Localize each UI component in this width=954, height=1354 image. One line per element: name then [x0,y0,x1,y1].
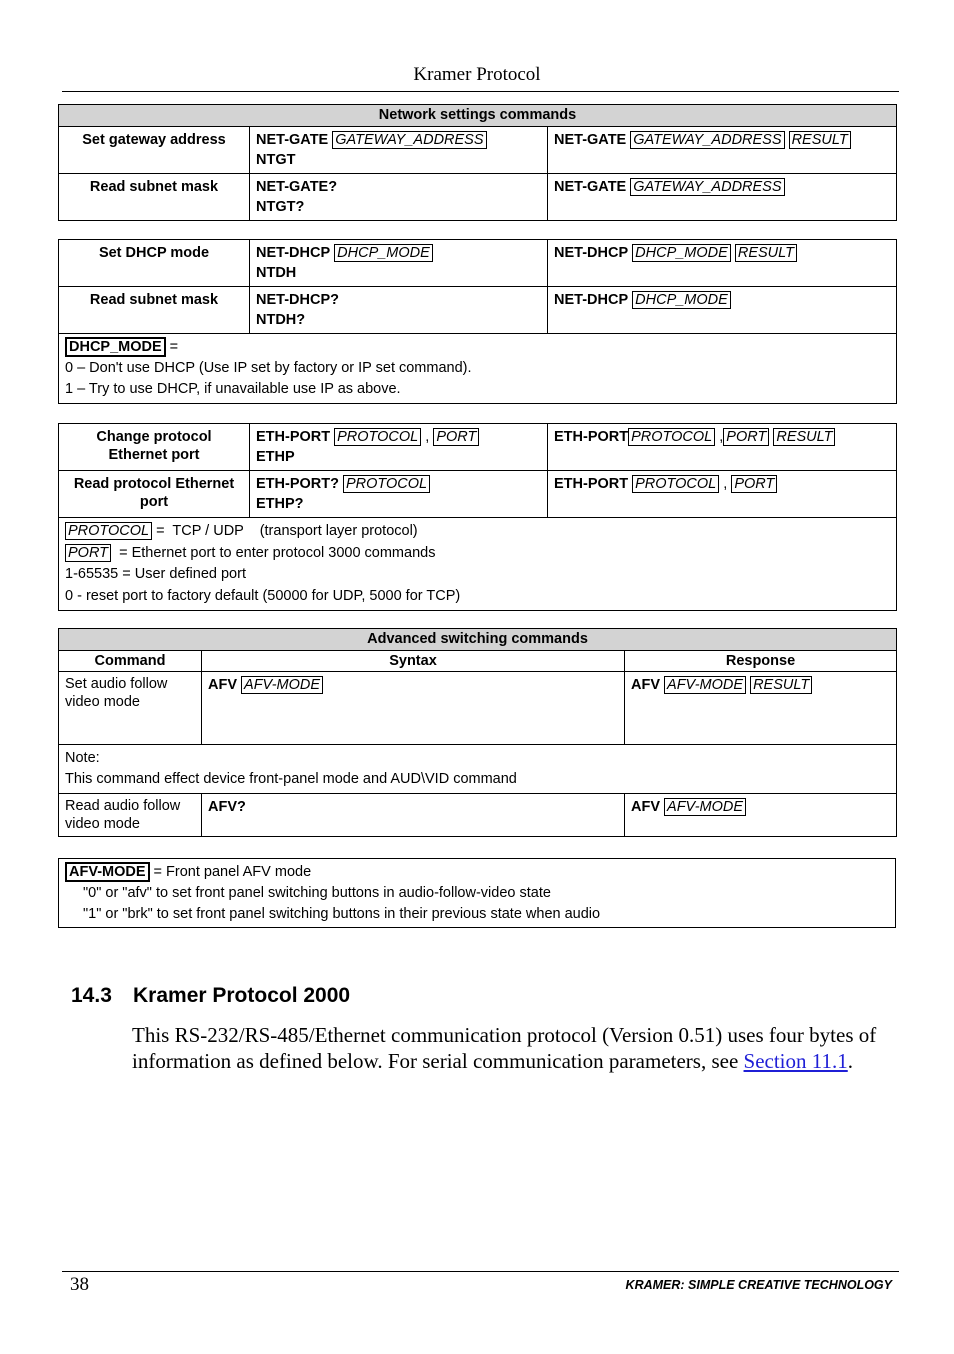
syntax-cell: NET-DHCP DHCP_MODE NTDH [250,240,548,287]
command-cell: Read audio follow video mode [59,794,202,837]
param-box: DHCP_MODE [65,337,166,357]
column-header-response: Response [625,651,897,672]
param-box: AFV-MODE [664,676,746,694]
response-cell: AFV AFV-MODE [625,794,897,837]
command-cell: Set audio follow video mode [59,672,202,745]
command-cell: Read subnet mask [59,287,250,334]
network-settings-table [58,104,897,221]
header-rule [62,91,899,92]
dhcp-note: DHCP_MODE = 0 – Don't use DHCP (Use IP set by factory or IP set command). 1 – Try to use DHCP, if unavailable use IP as above. [59,334,897,404]
response-cell: NET-DHCP DHCP_MODE RESULT [548,240,897,287]
param-box: PORT [433,428,479,446]
response-cell: NET-GATE GATEWAY_ADDRESS [548,174,897,221]
syntax-cell: NET-GATE? NTGT? [250,174,548,221]
section-heading [71,984,350,1008]
param-box: GATEWAY_ADDRESS [630,178,784,196]
syntax-cell: AFV? [202,794,625,837]
command-cell: Read subnet mask [59,174,250,221]
param-box: AFV-MODE [664,798,746,816]
footer-brand: KRAMER: SIMPLE CREATIVE TECHNOLOGY [625,1278,892,1292]
param-box: DHCP_MODE [632,244,731,262]
table-title: Network settings commands [59,105,897,127]
section-title: Kramer Protocol 2000 [133,984,351,1007]
syntax-cell: ETH-PORT PROTOCOL , PORT ETHP [250,424,548,471]
param-box: PROTOCOL [632,475,719,493]
response-cell: NET-DHCP DHCP_MODE [548,287,897,334]
command-cell: Set DHCP mode [59,240,250,287]
section-paragraph: This RS-232/RS-485/Ethernet communication protocol (Version 0.51) uses four bytes of information as defined below. For serial communication parameters, see Section 11.1. [132,1023,877,1073]
footer-rule [62,1271,899,1272]
param-box: PORT [723,428,769,446]
dhcp-table [58,239,897,404]
eth-note: PROTOCOL = TCP / UDP (transport layer protocol) PORT = Ethernet port to enter protocol 3000 commands 1-65535 = User defined port 0 - reset port to factory default (50000 for UDP, 5000 for TCP) [59,518,897,611]
syntax-cell: AFV AFV-MODE [202,672,625,745]
param-box: RESULT [750,676,812,694]
param-box: PROTOCOL [628,428,715,446]
param-box: PROTOCOL [65,522,152,540]
eth-port-table [58,423,897,611]
param-box: DHCP_MODE [632,291,731,309]
syntax-cell: ETH-PORT? PROTOCOL ETHP? [250,471,548,518]
command-cell: Set gateway address [59,127,250,174]
response-cell: AFV AFV-MODE RESULT [625,672,897,745]
command-cell: Change protocol Ethernet port [59,424,250,471]
param-box: AFV-MODE [65,862,150,882]
param-box: PROTOCOL [334,428,421,446]
afv-mode-definition: AFV-MODE = Front panel AFV mode "0" or "afv" to set front panel switching buttons in audio-follow-video state "1" or "brk" to set front panel switching buttons in their previous state when audio [59,859,896,928]
column-header-command: Command [59,651,202,672]
param-box: PROTOCOL [343,475,430,493]
command-cell: Read protocol Ethernet port [59,471,250,518]
section-number: 14.3 [71,984,112,1007]
param-box: GATEWAY_ADDRESS [630,131,784,149]
param-box: PORT [731,475,777,493]
syntax-cell: NET-GATE GATEWAY_ADDRESS NTGT [250,127,548,174]
param-box: RESULT [773,428,835,446]
param-box: AFV-MODE [241,676,323,694]
response-cell: NET-GATE GATEWAY_ADDRESS RESULT [548,127,897,174]
syntax-cell: NET-DHCP? NTDH? [250,287,548,334]
param-box: PORT [65,544,111,562]
afv-mode-box [58,858,896,928]
page-number: 38 [70,1274,89,1295]
param-box: RESULT [789,131,851,149]
section-link[interactable]: Section 11.1 [743,1049,848,1073]
advanced-switching-table [58,628,897,837]
response-cell: ETH-PORT PROTOCOL , PORT RESULT [548,424,897,471]
table-title: Advanced switching commands [59,629,897,651]
param-box: RESULT [735,244,797,262]
param-box: GATEWAY_ADDRESS [332,131,486,149]
response-cell: ETH-PORT PROTOCOL , PORT [548,471,897,518]
param-box: DHCP_MODE [334,244,433,262]
page-header-title: Kramer Protocol [413,64,541,85]
column-header-syntax: Syntax [202,651,625,672]
advanced-note: Note: This command effect device front-panel mode and AUD\VID command [59,745,897,794]
